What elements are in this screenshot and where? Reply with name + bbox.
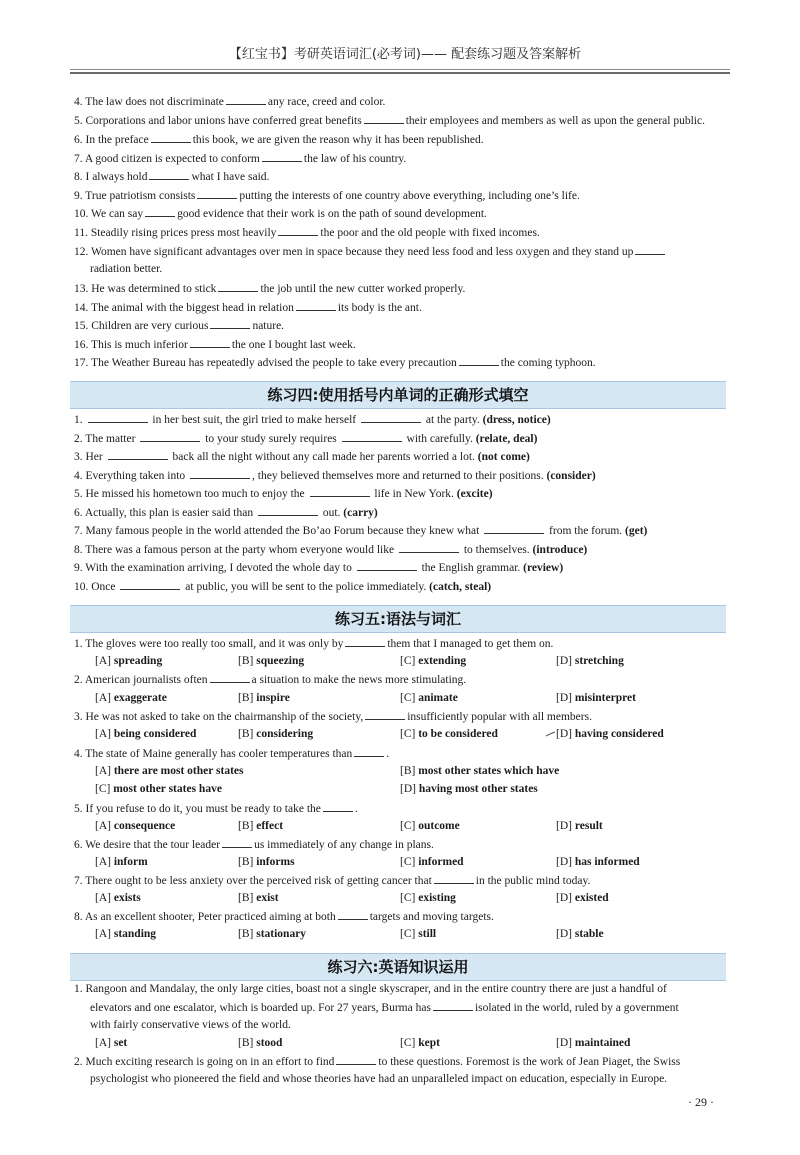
option-b[interactable]: [B] stood — [238, 1037, 283, 1049]
answer-blank[interactable] — [145, 206, 175, 217]
question-stem: 8. As an excellent shooter, Peter practiced aiming at both targets and moving targets. — [74, 911, 494, 923]
answer-blank[interactable] — [635, 244, 665, 255]
question-stem: 3. He was not asked to take on the chairmanship of the society, insufficiently popular with all members. — [74, 711, 592, 723]
exercise-item: 14. The animal with the biggest head in relation its body is the ant. — [74, 302, 422, 314]
exercise-item: 4. The law does not discriminate any race, creed and color. — [74, 96, 386, 108]
answer-blank[interactable] — [336, 1054, 376, 1065]
answer-blank[interactable] — [310, 486, 370, 497]
option-c[interactable]: [C] existing — [400, 892, 456, 904]
header-rule — [70, 69, 730, 70]
exercise-item: 10. Once at public, you will be sent to the police immediately. (catch, steal) — [74, 581, 492, 593]
option-a[interactable]: [A] standing — [95, 928, 157, 940]
option-d[interactable]: [D] having considered — [556, 728, 664, 740]
passage-line: with fairly conservative views of the world. — [90, 1019, 291, 1031]
option-c[interactable]: [C] kept — [400, 1037, 440, 1049]
answer-blank[interactable] — [365, 709, 405, 720]
answer-blank[interactable] — [342, 431, 402, 442]
answer-blank[interactable] — [364, 113, 404, 124]
exercise-item: 17. The Weather Bureau has repeatedly advised the people to take every precaution the coming typhoon. — [74, 357, 596, 369]
exercise-item: 5. He missed his hometown too much to enjoy the life in New York. (excite) — [74, 488, 493, 500]
option-c[interactable]: [C] outcome — [400, 820, 460, 832]
exercise-item: 4. Everything taken into , they believed themselves more and returned to their positions. (consider) — [74, 470, 596, 482]
option-d[interactable]: [D] result — [556, 820, 603, 832]
exercise-item: 6. In the preface this book, we are given the reason why it has been republished. — [74, 134, 484, 146]
answer-blank[interactable] — [108, 449, 168, 460]
passage-line: 1. Rangoon and Mandalay, the only large cities, boast not a single skyscraper, and in the entire country there are just a handful of — [74, 983, 667, 995]
option-b[interactable]: [B] squeezing — [238, 655, 305, 667]
option-c[interactable]: [C] animate — [400, 692, 458, 704]
answer-blank[interactable] — [120, 579, 180, 590]
option-b[interactable]: [B] informs — [238, 856, 295, 868]
answer-blank[interactable] — [357, 560, 417, 571]
exercise-item: 7. Many famous people in the world attended the Bo’ao Forum because they knew what from the forum. (get) — [74, 525, 648, 537]
exercise-item: 2. The matter to your study surely requires with carefully. (relate, deal) — [74, 433, 538, 445]
answer-blank[interactable] — [210, 318, 250, 329]
option-d[interactable]: [D] stretching — [556, 655, 624, 667]
answer-blank[interactable] — [354, 746, 384, 757]
exercise-item: 7. A good citizen is expected to conform the law of his country. — [74, 153, 407, 165]
option-d[interactable]: [D] misinterpret — [556, 692, 636, 704]
answer-blank[interactable] — [151, 132, 191, 143]
exercise-item: 10. We can say good evidence that their work is on the path of sound development. — [74, 208, 487, 220]
page-number: · 29 · — [688, 1095, 714, 1109]
answer-blank[interactable] — [140, 431, 200, 442]
answer-blank[interactable] — [433, 1000, 473, 1011]
question-stem: 5. If you refuse to do it, you must be ready to take the . — [74, 803, 358, 815]
answer-blank[interactable] — [434, 873, 474, 884]
option-b[interactable]: [B] most other states which have — [400, 765, 560, 777]
answer-blank[interactable] — [190, 468, 250, 479]
option-c[interactable]: [C] to be considered — [400, 728, 498, 740]
option-d[interactable]: [D] stable — [556, 928, 604, 940]
exercise-item: 15. Children are very curious nature. — [74, 320, 285, 332]
option-a[interactable]: [A] inform — [95, 856, 148, 868]
exercise-item: 11. Steadily rising prices press most heavily the poor and the old people with fixed incomes. — [74, 227, 540, 239]
option-b[interactable]: [B] stationary — [238, 928, 307, 940]
option-a[interactable]: [A] exaggerate — [95, 692, 167, 704]
answer-blank[interactable] — [484, 523, 544, 534]
option-d[interactable]: [D] existed — [556, 892, 609, 904]
answer-blank[interactable] — [278, 225, 318, 236]
option-c[interactable]: [C] informed — [400, 856, 464, 868]
answer-blank[interactable] — [459, 355, 499, 366]
option-d[interactable]: [D] maintained — [556, 1037, 631, 1049]
running-header: 【红宝书】考研英语词汇(必考词)—— 配套练习题及答案解析 — [228, 47, 582, 62]
passage-line: elevators and one escalator, which is boarded up. For 27 years, Burma has isolated in the world, ruled by a government — [90, 1002, 679, 1014]
answer-blank[interactable] — [361, 412, 421, 423]
exercise-item: 12. Women have significant advantages over men in space because they need less food and less oxygen and they stand up — [74, 244, 667, 260]
exercise-item: 16. This is much inferior the one I bought last week. — [74, 339, 356, 351]
option-a[interactable]: [A] set — [95, 1037, 128, 1049]
answer-blank[interactable] — [399, 542, 459, 553]
section-heading-band — [70, 605, 726, 633]
option-a[interactable]: [A] there are most other states — [95, 765, 244, 777]
exercise-item: 9. True patriotism consists putting the interests of one country above everything, including one’s life. — [74, 190, 580, 202]
option-b[interactable]: [B] effect — [238, 820, 284, 832]
question-stem: 1. The gloves were too really too small, and it was only by them that I managed to get them on. — [74, 638, 554, 650]
option-a[interactable]: [A] consequence — [95, 820, 176, 832]
answer-blank[interactable] — [149, 169, 189, 180]
exercise-item: 8. I always hold what I have said. — [74, 171, 270, 183]
pencil-mark-icon — [546, 731, 556, 737]
exercise-item: 1. in her best suit, the girl tried to make herself at the party. (dress, notice) — [74, 414, 551, 426]
section-heading-band — [70, 953, 726, 981]
option-d[interactable]: [D] has informed — [556, 856, 640, 868]
answer-blank[interactable] — [262, 151, 302, 162]
exercise-item: 8. There was a famous person at the party whom everyone would like to themselves. (introduce) — [74, 544, 588, 556]
exercise-item: 5. Corporations and labor unions have conferred great benefits their employees and members as well as upon the general public. — [74, 115, 705, 127]
answer-blank[interactable] — [258, 505, 318, 516]
option-a[interactable]: [A] spreading — [95, 655, 163, 667]
option-c[interactable]: [C] extending — [400, 655, 467, 667]
passage-line: psychologist who pioneered the field and whose theories have had an unparalleled impact on education, especially in Europe. — [90, 1073, 668, 1085]
section-heading-band — [70, 381, 726, 409]
answer-blank[interactable] — [197, 188, 237, 199]
exercise-item: 9. With the examination arriving, I devoted the whole day to the English grammar. (review) — [74, 562, 564, 574]
passage-line: 2. Much exciting research is going on in an effort to find to these questions. Foremost is the work of Jean Piaget, the Swiss — [74, 1056, 681, 1068]
question-stem: 6. We desire that the tour leader us immediately of any change in plans. — [74, 839, 434, 851]
exercise-item: 3. Her back all the night without any call made her parents worried a lot. (not come) — [74, 451, 530, 463]
option-d[interactable]: [D] having most other states — [400, 783, 538, 795]
option-c[interactable]: [C] most other states have — [95, 783, 222, 795]
answer-blank[interactable] — [323, 801, 353, 812]
answer-blank[interactable] — [345, 636, 385, 647]
exercise-item: 13. He was determined to stick the job until the new cutter worked properly. — [74, 283, 466, 295]
answer-blank[interactable] — [338, 909, 368, 920]
answer-blank[interactable] — [88, 412, 148, 423]
question-stem: 4. The state of Maine generally has cooler temperatures than . — [74, 748, 390, 760]
answer-blank[interactable] — [210, 672, 250, 683]
option-b[interactable]: [B] exist — [238, 892, 279, 904]
exercise-item-continuation: radiation better. — [90, 263, 163, 275]
answer-blank[interactable] — [218, 281, 258, 292]
option-b[interactable]: [B] inspire — [238, 692, 290, 704]
option-b[interactable]: [B] considering — [238, 728, 314, 740]
answer-blank[interactable] — [296, 300, 336, 311]
option-a[interactable]: [A] being considered — [95, 728, 197, 740]
header-rule-thick — [70, 72, 730, 74]
answer-blank[interactable] — [226, 94, 266, 105]
exercise-item: 6. Actually, this plan is easier said than out. (carry) — [74, 507, 378, 519]
question-stem: 7. There ought to be less anxiety over the perceived risk of getting cancer that in the public mind today. — [74, 875, 591, 887]
section-title: 练习五:语法与词汇 — [335, 610, 461, 628]
section-title: 练习四:使用括号内单词的正确形式填空 — [267, 386, 529, 404]
question-stem: 2. American journalists often a situation to make the news more stimulating. — [74, 674, 467, 686]
answer-blank[interactable] — [190, 337, 230, 348]
section-title: 练习六:英语知识运用 — [327, 958, 469, 976]
answer-blank[interactable] — [222, 837, 252, 848]
option-c[interactable]: [C] still — [400, 928, 437, 940]
option-a[interactable]: [A] exists — [95, 892, 141, 904]
